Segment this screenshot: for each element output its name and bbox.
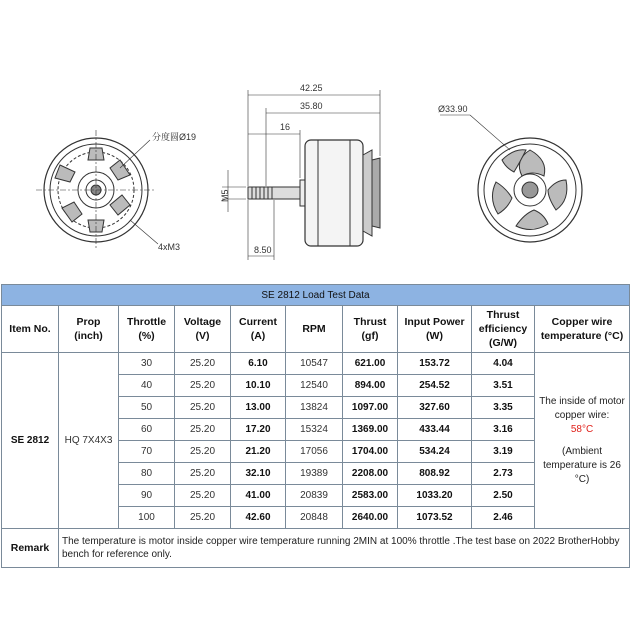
input-power-cell: 1033.20 <box>398 485 472 507</box>
rpm-cell: 20848 <box>286 507 343 529</box>
remark-label: Remark <box>2 529 59 568</box>
dim-outer-diameter: Ø33.90 <box>438 104 468 114</box>
efficiency-cell: 3.35 <box>472 397 535 419</box>
current-cell: 10.10 <box>231 375 286 397</box>
temp-note-line2: (Ambient temperature is 26 °C) <box>543 445 621 485</box>
thrust-cell: 894.00 <box>343 375 398 397</box>
voltage-cell: 25.20 <box>175 397 231 419</box>
throttle-cell: 70 <box>119 441 175 463</box>
table-row <box>2 353 630 375</box>
input-power-cell: 808.92 <box>398 463 472 485</box>
thrust-cell: 1704.00 <box>343 441 398 463</box>
header-current: Current (A) <box>231 306 286 353</box>
rpm-cell: 19389 <box>286 463 343 485</box>
header-item-no: Item No. <box>2 306 59 353</box>
thrust-cell: 1097.00 <box>343 397 398 419</box>
rpm-cell: 17056 <box>286 441 343 463</box>
efficiency-cell: 2.73 <box>472 463 535 485</box>
current-cell: 41.00 <box>231 485 286 507</box>
dim-shaft-thread: M5 <box>220 189 230 202</box>
throttle-cell: 90 <box>119 485 175 507</box>
thrust-cell: 2640.00 <box>343 507 398 529</box>
dim-overall-length: 42.25 <box>300 83 323 93</box>
voltage-cell: 25.20 <box>175 375 231 397</box>
temp-value: 58°C <box>570 423 594 435</box>
input-power-cell: 327.60 <box>398 397 472 419</box>
motor-top-view <box>440 115 582 242</box>
temp-note-line1: The inside of motor copper wire: <box>539 395 625 421</box>
efficiency-cell: 2.50 <box>472 485 535 507</box>
current-cell: 13.00 <box>231 397 286 419</box>
voltage-cell: 25.20 <box>175 485 231 507</box>
current-cell: 42.60 <box>231 507 286 529</box>
thrust-cell: 621.00 <box>343 353 398 375</box>
header-rpm: RPM <box>286 306 343 353</box>
throttle-cell: 60 <box>119 419 175 441</box>
dim-body-length: 35.80 <box>300 101 323 111</box>
current-cell: 6.10 <box>231 353 286 375</box>
rpm-cell: 12540 <box>286 375 343 397</box>
copper-temp-note <box>535 353 630 529</box>
load-test-table-container <box>1 284 629 568</box>
header-efficiency: Thrust efficiency (G/W) <box>472 306 535 353</box>
motor-technical-drawing <box>0 0 630 280</box>
dim-base-length: 8.50 <box>254 245 272 255</box>
efficiency-cell: 4.04 <box>472 353 535 375</box>
header-input-power: Input Power (W) <box>398 306 472 353</box>
rpm-cell: 10547 <box>286 353 343 375</box>
input-power-cell: 534.24 <box>398 441 472 463</box>
efficiency-cell: 2.46 <box>472 507 535 529</box>
header-thrust: Thrust (gf) <box>343 306 398 353</box>
efficiency-cell: 3.19 <box>472 441 535 463</box>
current-cell: 21.20 <box>231 441 286 463</box>
header-throttle: Throttle (%) <box>119 306 175 353</box>
motor-side-view <box>222 90 380 260</box>
throttle-cell: 100 <box>119 507 175 529</box>
input-power-cell: 1073.52 <box>398 507 472 529</box>
voltage-cell: 25.20 <box>175 353 231 375</box>
header-prop: Prop (inch) <box>59 306 119 353</box>
efficiency-cell: 3.51 <box>472 375 535 397</box>
motor-bottom-view <box>36 130 158 250</box>
mount-holes-label: 4xM3 <box>158 242 181 252</box>
rpm-cell: 20839 <box>286 485 343 507</box>
efficiency-cell: 3.16 <box>472 419 535 441</box>
thrust-cell: 2208.00 <box>343 463 398 485</box>
voltage-cell: 25.20 <box>175 419 231 441</box>
header-voltage: Voltage (V) <box>175 306 231 353</box>
rpm-cell: 13824 <box>286 397 343 419</box>
remark-text: The temperature is motor inside copper wire temperature running 2MIN at 100% throttle .The test base on 2022 BrotherHobby bench for reference only. <box>59 529 630 568</box>
header-copper-temp: Copper wire temperature (°C) <box>535 306 630 353</box>
thrust-cell: 1369.00 <box>343 419 398 441</box>
voltage-cell: 25.20 <box>175 441 231 463</box>
throttle-cell: 80 <box>119 463 175 485</box>
input-power-cell: 153.72 <box>398 353 472 375</box>
item-number-cell: SE 2812 <box>2 353 59 529</box>
throttle-cell: 50 <box>119 397 175 419</box>
input-power-cell: 433.44 <box>398 419 472 441</box>
thrust-cell: 2583.00 <box>343 485 398 507</box>
load-test-table <box>1 284 630 568</box>
prop-cell: HQ 7X4X3 <box>59 353 119 529</box>
current-cell: 32.10 <box>231 463 286 485</box>
current-cell: 17.20 <box>231 419 286 441</box>
dim-bell-length: 16 <box>280 122 291 132</box>
voltage-cell: 25.20 <box>175 507 231 529</box>
bolt-circle-label: 分度圆Ø19 <box>152 132 197 142</box>
voltage-cell: 25.20 <box>175 463 231 485</box>
throttle-cell: 40 <box>119 375 175 397</box>
rpm-cell: 15324 <box>286 419 343 441</box>
input-power-cell: 254.52 <box>398 375 472 397</box>
table-title: SE 2812 Load Test Data <box>2 285 630 306</box>
throttle-cell: 30 <box>119 353 175 375</box>
